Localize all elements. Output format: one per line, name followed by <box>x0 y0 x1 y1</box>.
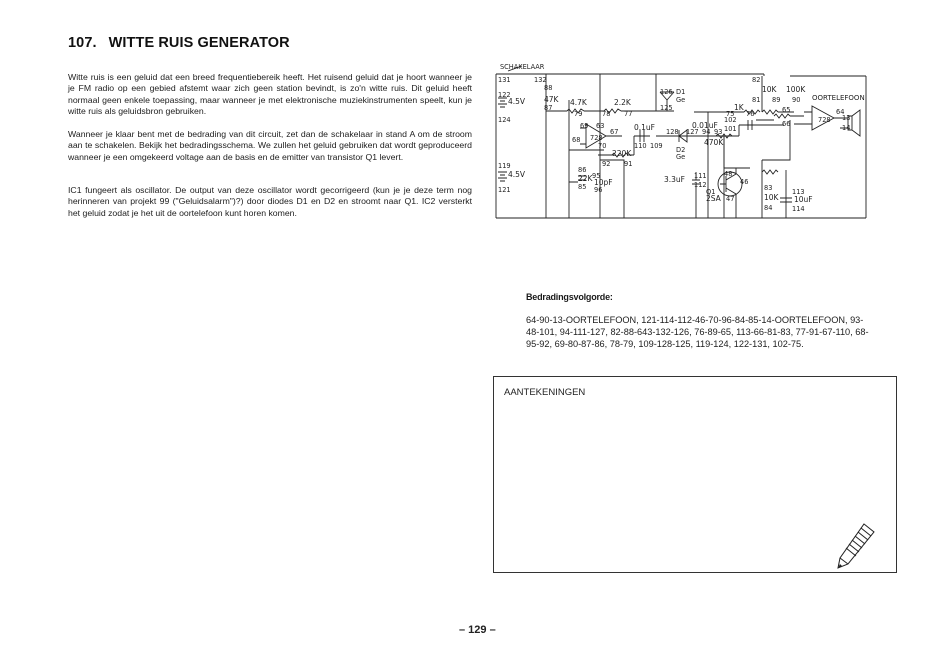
q1-type: 2SA <box>706 194 721 203</box>
terminal-112: 112 <box>694 181 707 189</box>
ic1-label: 728 <box>590 134 603 142</box>
terminal-82: 82 <box>752 76 761 84</box>
project-title: WITTE RUIS GENERATOR <box>108 35 290 51</box>
capacitor-0u01: 0.01uF <box>692 121 718 130</box>
terminal-102: 102 <box>724 116 737 124</box>
terminal-87: 87 <box>544 104 553 112</box>
d2-type: Ge <box>676 153 686 161</box>
terminal-77: 77 <box>624 110 633 118</box>
terminal-83: 83 <box>764 184 773 192</box>
resistor-2k2: 2.2K <box>614 98 631 107</box>
terminal-113: 113 <box>792 188 805 196</box>
battery-top-label: 4.5V <box>508 97 526 106</box>
instruction-paragraph: Wanneer je klaar bent met de bedrading van dit circuit, zet dan de schakelaar in stand A om de stroom aan te schakelen. Bekijk het bedradingsschema. We zullen het geluid gebruiken dat wordt geproduceerd wanneer je een omgekeerd voltage aan de basis en de emitter van transistor Q1 levert. <box>68 129 472 162</box>
terminal-84: 84 <box>764 204 773 212</box>
terminal-101: 101 <box>724 125 737 133</box>
resistor-4k7: 4.7K <box>570 98 587 107</box>
terminal-78: 78 <box>602 110 611 118</box>
capacitor-10pf: 10pF <box>594 178 613 187</box>
resistor-470k: 470K <box>704 138 724 147</box>
terminal-132: 132 <box>534 76 547 84</box>
terminal-67: 67 <box>610 128 619 136</box>
terminal-110: 110 <box>634 142 647 150</box>
terminal-122: 122 <box>498 91 511 99</box>
terminal-126: 126 <box>660 88 673 96</box>
terminal-76: 76 <box>746 110 755 118</box>
terminal-127: 127 <box>686 128 699 136</box>
terminal-75: 75 <box>726 110 735 118</box>
circuit-schematic <box>494 60 880 232</box>
switch-label: SCHAKELAAR <box>500 63 545 71</box>
terminal-94: 94 <box>702 128 711 136</box>
terminal-114: 114 <box>792 205 805 213</box>
terminal-92: 92 <box>602 160 611 168</box>
terminal-88: 88 <box>544 84 553 92</box>
terminal-109: 109 <box>650 142 663 150</box>
terminal-96: 96 <box>594 186 603 194</box>
terminal-46: 46 <box>740 178 749 186</box>
terminal-47: 47 <box>726 195 735 203</box>
terminal-90: 90 <box>792 96 801 104</box>
capacitor-0u1: 0.1uF <box>634 123 655 132</box>
explanation-paragraph: IC1 fungeert als oscillator. De output van deze oscillator wordt gecorrigeerd (kun je je deze term nog herinneren van projekt 99 ("Geluidsalarm")?) door diodes D1 en D2 en stroomt naar Q1. IC2 versterkt het geluid zodat je het uit de oortelefoon kunt horen komen. <box>68 185 472 218</box>
terminal-66: 66 <box>782 120 791 128</box>
intro-paragraph: Witte ruis is een geluid dat een breed frequentiebereik heeft. Het ruisend geluid dat je hoort wanneer je je FM radio op een gebied afstemt waar zich geen station bevindt, is zo'n witte ruis. Dit geluid heeft normaal geen enkele toepassing, maar wanneer je met elektronische muziekinstrumenten speelt, kun je witte ruis als geluidsbron gebruiken. <box>68 72 472 116</box>
resistor-10k-top: 10K <box>762 85 777 94</box>
page-number: – 129 – <box>459 624 496 636</box>
resistor-47k: 47K <box>544 95 559 104</box>
d1-type: Ge <box>676 96 686 104</box>
terminal-63: 63 <box>596 122 605 130</box>
terminal-79: 79 <box>574 110 583 118</box>
wiring-heading: Bedradingsvolgorde: <box>526 292 613 302</box>
battery-bottom-label: 4.5V <box>508 170 526 179</box>
resistor-220k: 220K <box>612 149 632 158</box>
terminal-81: 81 <box>752 96 761 104</box>
q1-label: Q1 <box>706 188 716 196</box>
terminal-69: 69 <box>580 122 589 130</box>
terminal-48: 48 <box>724 170 733 178</box>
terminal-68: 68 <box>572 136 581 144</box>
pencil-icon <box>834 520 880 570</box>
page-title <box>68 35 290 51</box>
d1-label: D1 <box>676 88 686 96</box>
resistor-100k: 100K <box>786 85 806 94</box>
terminal-93: 93 <box>714 128 723 136</box>
terminal-119: 119 <box>498 162 511 170</box>
terminal-13: 13 <box>842 114 851 122</box>
terminal-124: 124 <box>498 116 511 124</box>
terminal-128: 128 <box>666 128 679 136</box>
project-number: 107. <box>68 35 97 51</box>
notes-label: AANTEKENINGEN <box>504 387 586 398</box>
terminal-95: 95 <box>592 172 601 180</box>
d2-label: D2 <box>676 146 686 154</box>
terminal-89: 89 <box>772 96 781 104</box>
terminal-70: 70 <box>598 142 607 150</box>
terminal-111: 111 <box>694 172 707 180</box>
terminal-85: 85 <box>578 183 587 191</box>
terminal-121: 121 <box>498 186 511 194</box>
terminal-86: 86 <box>578 166 587 174</box>
earphone-label: OORTELEFOON <box>812 94 865 102</box>
terminal-131: 131 <box>498 76 511 84</box>
capacitor-10uf: 10uF <box>794 195 813 204</box>
terminal-65: 65 <box>782 106 791 114</box>
resistor-1k: 1K <box>734 103 744 112</box>
capacitor-3u3: 3.3uF <box>664 175 685 184</box>
wiring-sequence: 64-90-13-OORTELEFOON, 121-114-112-46-70-96-84-85-14-OORTELEFOON, 93-48-101, 94-111-127, 82-88-643-132-126, 76-89-65, 113-66-81-83, 77-91-67-110, 68-95-92, 69-80-87-86, 78-79, 109-128-125, 119-124, 122-131, 102-75. <box>526 315 869 350</box>
terminal-64: 64 <box>836 108 845 116</box>
terminal-125: 125 <box>660 104 673 112</box>
notes-box[interactable] <box>493 376 897 573</box>
terminal-14: 14 <box>842 124 851 132</box>
resistor-22k: 22K <box>578 174 593 183</box>
ic2-label: 728 <box>818 116 831 124</box>
resistor-10k-bottom: 10K <box>764 193 779 202</box>
terminal-91: 91 <box>624 160 633 168</box>
